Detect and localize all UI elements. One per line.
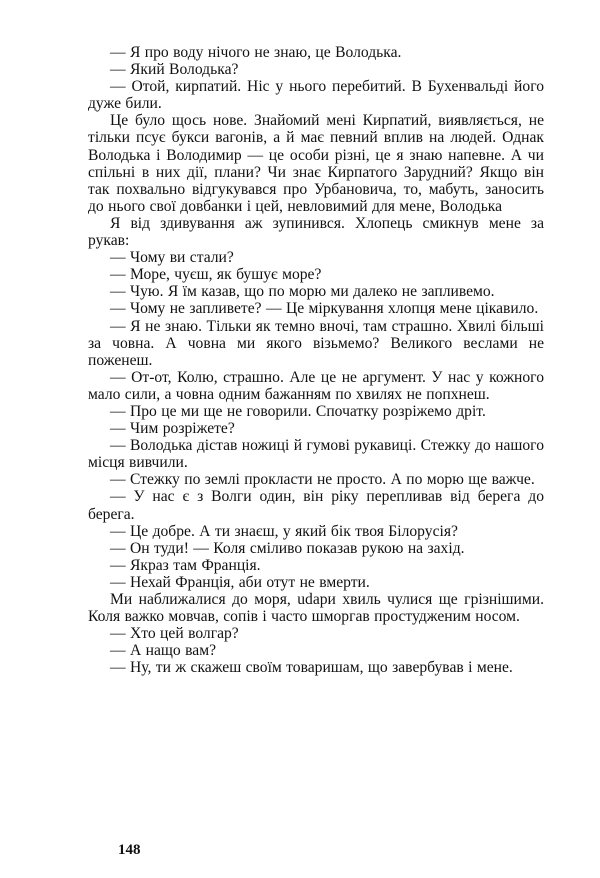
paragraph: — Про це ми ще не говорили. Спочатку розріжемо дріт. — [110, 402, 486, 420]
paragraph: — Он туди! — Коля сміливо показав рукою на захід. — [110, 539, 465, 557]
paragraph: — От-от, Колю, страшно. Але це не аргумент. У нас у кожного мало сили, а човна одним бажанням по хвилях не попхнеш. — [88, 368, 544, 403]
paragraph: — Нехай Франція, аби отут не вмерти. — [110, 573, 370, 591]
paragraph: — Отой, кирпатий. Ніс у нього перебитий. В Бухенвальді його дуже били. — [88, 78, 544, 113]
paragraph: — Якраз там Франція. — [110, 556, 261, 574]
page-number: 148 — [118, 842, 141, 858]
paragraph: Це було щось нове. Знайомий мені Кирпатий, виявляється, не тільки псує букси вагонів, а й має певний вплив на людей. Однак Володька і Володимир — це особи різні, це я знаю напевне. А чи спільні в них дії, плани? Чи знає Кирпатого Зарудний? Якщо він так похвально відгукувався про Урбановича, то, мабуть, заносить до нього свої довбанки і цей, невловимий для мене, Володька — [88, 112, 544, 215]
paragraph: — Стежку по землі прокласти не просто. А по морю ще важче. — [110, 471, 535, 489]
paragraph: — Чому не запливете? — Це міркування хлопця мене цікавило. — [110, 300, 539, 318]
paragraph: Я від здивування аж зупинився. Хлопець смикнув мене за рукав: — [88, 214, 544, 250]
paragraph: — У нас є з Волги один, він ріку перепливав від берега до берега. — [88, 488, 544, 523]
paragraph: — Хто цей волгар? — [110, 625, 239, 643]
book-page-text — [88, 44, 544, 676]
paragraph: — Який Володька? — [110, 61, 239, 79]
paragraph: — Чим розріжете? — [110, 420, 235, 438]
paragraph: — Чому ви стали? — [110, 249, 234, 267]
paragraph: — Це добре. А ти знаєш, у який бік твоя Білорусія? — [110, 522, 458, 540]
paragraph: — А нащо вам? — [110, 642, 216, 660]
paragraph: — Я не знаю. Тільки як темно вночі, там страшно. Хвилі більші за човна. А човна ми якого візьмемо? Великого веслами не поженеш. — [88, 317, 544, 369]
paragraph: — Володька дістав ножиці й гумові рукавиці. Стежку до нашого місця вивчили. — [88, 437, 544, 472]
paragraph: — Чую. Я їм казав, що по морю ми далеко не запливемо. — [110, 283, 495, 301]
paragraph: — Море, чуєш, як бушує море? — [110, 266, 322, 284]
paragraph: Ми наближалися до моря, udари хвиль чулися ще грізнішими. Коля важко мовчав, сопів і часто шморгав простудженим носом. — [88, 591, 544, 626]
paragraph: — Ну, ти ж скажеш своїм товаришам, що завербував і мене. — [110, 659, 513, 677]
paragraph: — Я про воду нічого не знаю, це Володька. — [110, 44, 402, 61]
